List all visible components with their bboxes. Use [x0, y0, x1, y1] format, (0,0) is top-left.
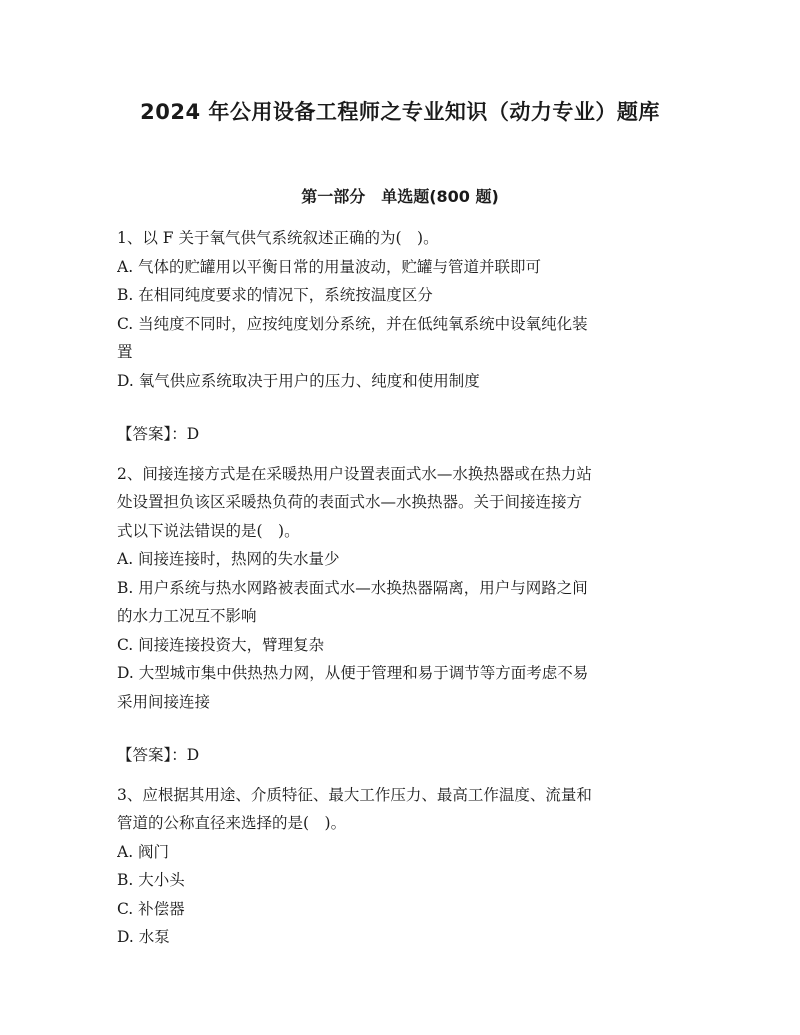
option-d: D. 水泵: [117, 928, 170, 946]
answer-line: [117, 420, 683, 449]
option-b: B. 用户系统与热水网路被表面式水—水换热器隔离，用户与网路之间: [117, 578, 588, 597]
question-stem-line: 式以下说法错误的是( )。: [117, 521, 300, 540]
question-stem-line: 处设置担负该区采暖热负荷的表面式水—水换热器。关于间接连接方: [117, 493, 583, 511]
option-d-continued: 采用间接连接: [117, 692, 211, 711]
option-b: B. 在相同纯度要求的情况下，系统按温度区分: [117, 286, 433, 304]
question-1: [117, 224, 683, 449]
section-title: 第一部分 单选题(800 题): [301, 187, 499, 206]
option-a: A. 气体的贮罐用以平衡日常的用量波动，贮罐与管道并联即可: [117, 257, 542, 276]
question-stem-line: 2、间接连接方式是在采暖热用户设置表面式水—水换热器或在热力站: [117, 464, 592, 483]
option-c-continued: 置: [117, 343, 133, 361]
answer-value: ：D: [171, 425, 200, 443]
option-b-continued: 的水力工况互不影响: [117, 607, 257, 625]
answer-line: [117, 741, 683, 770]
question-2: [117, 460, 683, 770]
option-c: C. 补偿器: [117, 899, 185, 918]
option-d: D. 氧气供应系统取决于用户的压力、纯度和使用制度: [117, 371, 480, 390]
question-stem-line: 3、应根据其用途、介质特征、最大工作压力、最高工作温度、流量和: [117, 785, 592, 804]
option-b: B. 大小头: [117, 871, 185, 889]
question-stem-line: 管道的公称直径来选择的是( )。: [117, 814, 347, 832]
answer-label: 【答案】: [117, 746, 172, 764]
answer-label: 【答案】: [117, 425, 172, 443]
option-a: A. 阀门: [117, 842, 170, 861]
document-title: 2024 年公用设备工程师之专业知识（动力专业）题库: [140, 100, 660, 124]
question-stem-line: 1、以 F 关于氧气供气系统叙述正确的为( )。: [117, 229, 439, 247]
option-c: C. 间接连接投资大，臂理复杂: [117, 635, 325, 654]
question-list: [117, 224, 683, 952]
answer-value: ：D: [171, 746, 200, 764]
question-3: [117, 781, 683, 952]
option-c: C. 当纯度不同时，应按纯度划分系统，并在低纯氧系统中设氧纯化装: [117, 314, 588, 333]
option-a: A. 间接连接时，热网的失水量少: [117, 550, 340, 568]
option-d: D. 大型城市集中供热热力网，从便于管理和易于调节等方面考虑不易: [117, 664, 589, 682]
